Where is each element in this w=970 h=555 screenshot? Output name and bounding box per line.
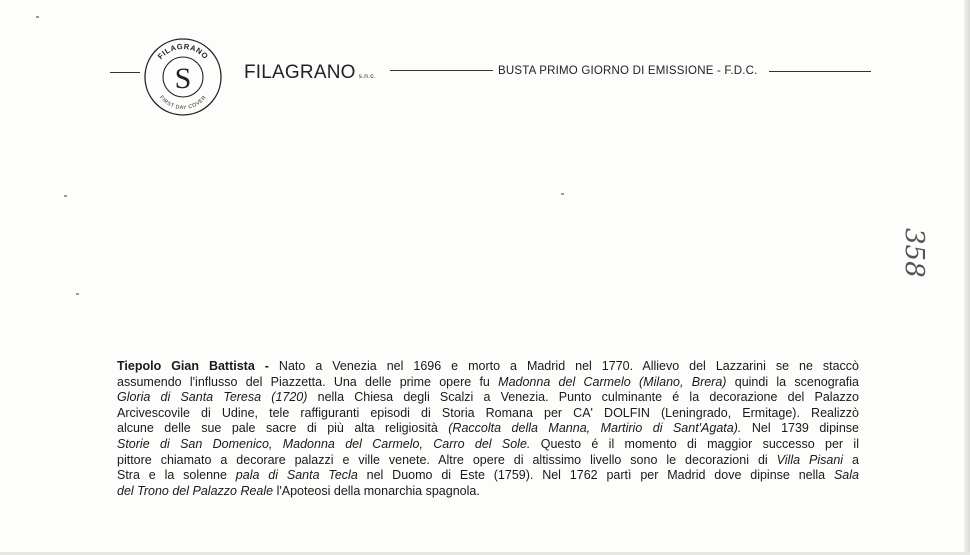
biography-text: Arcivescovile di Udine, tele raffiguranti episodi di Storia Romana per CA' DOLFIN (Leningrado, Ermitage). Realizzò xyxy=(117,405,859,420)
brand-name xyxy=(244,62,376,84)
biography-line xyxy=(117,484,859,500)
paper-speck xyxy=(76,293,79,295)
artwork-title: del Trono del Palazzo Reale xyxy=(117,483,274,498)
biography-text: Nato a Venezia nel 1696 e morto a Madrid nel 1770. Allievo del Lazzarini se ne staccò xyxy=(268,359,860,373)
biography-text: Nel 1739 dipinse xyxy=(741,421,859,436)
biography-line xyxy=(117,421,859,437)
biography-line xyxy=(117,468,859,484)
handwritten-number-text: 358 xyxy=(899,228,929,278)
biography-text: quindi la scenografia xyxy=(726,374,859,389)
biography-text: l'Apoteosi della monarchia spagnola. xyxy=(273,483,480,498)
biography-text: nella Chiesa degli Scalzi a Venezia. Punto culminante é la decorazione del Palazzo xyxy=(307,390,859,405)
paper-speck xyxy=(561,193,564,195)
biography-text: nel Duomo di Este (1759). Nel 1762 partì per Madrid dove dipinse nella xyxy=(357,468,834,483)
seal-letter: S xyxy=(174,62,192,95)
paper-speck xyxy=(64,195,67,197)
brand-name-text: FILAGRANO xyxy=(244,62,356,83)
brand-suffix: s.n.c. xyxy=(358,73,376,80)
header-rule-middle xyxy=(390,70,493,71)
biography-text: pittore chiamato a decorare palazzi e ville venete. Altre opere di altissimo livello sono le decorazioni di xyxy=(117,452,777,467)
artwork-title: Storie di San Domenico, Madonna del Carmelo, Carro del Sole. xyxy=(117,436,531,451)
paper-edge-shadow xyxy=(964,0,970,555)
artwork-title: Villa Pisani xyxy=(776,452,844,467)
biography-text-block xyxy=(117,359,859,499)
handwritten-pencil-number xyxy=(896,222,936,302)
filagrano-seal-logo xyxy=(142,36,224,118)
artwork-title: Madonna del Carmelo (Milano, Brera) xyxy=(498,374,727,389)
biography-text: assumendo l'influsso del Piazzetta. Una delle prime opere fu xyxy=(117,374,499,389)
seal-ring-top-text: FILAGRANO xyxy=(155,41,211,62)
header-rule-right xyxy=(769,71,871,72)
biography-line xyxy=(117,359,859,375)
biography-text: Questo é il momento di maggior successo per il xyxy=(530,436,859,451)
artwork-title: (Raccolta della Manna, Martirio di Sant'Agata). xyxy=(448,421,742,436)
artwork-title: Sala xyxy=(833,468,859,483)
paper-speck xyxy=(36,16,39,18)
biography-line xyxy=(117,406,859,422)
biography-line xyxy=(117,437,859,453)
biography-text: Stra e la solenne xyxy=(117,468,236,483)
header-rule-left xyxy=(110,72,140,73)
first-day-cover-label: BUSTA PRIMO GIORNO DI EMISSIONE - F.D.C. xyxy=(498,65,758,77)
biography-line xyxy=(117,453,859,469)
biography-text: alcune delle sue pale sacre di più alta religiosità xyxy=(117,421,449,436)
biography-text: a xyxy=(843,452,859,467)
artwork-title: pala di Santa Tecla xyxy=(235,468,358,483)
biography-line xyxy=(117,375,859,391)
biography-line xyxy=(117,390,859,406)
seal-ring-bottom-text: FIRST DAY COVER xyxy=(158,94,208,112)
biography-artist-name: Tiepolo Gian Battista - xyxy=(117,359,269,373)
artwork-title: Gloria di Santa Teresa (1720) xyxy=(117,390,308,405)
